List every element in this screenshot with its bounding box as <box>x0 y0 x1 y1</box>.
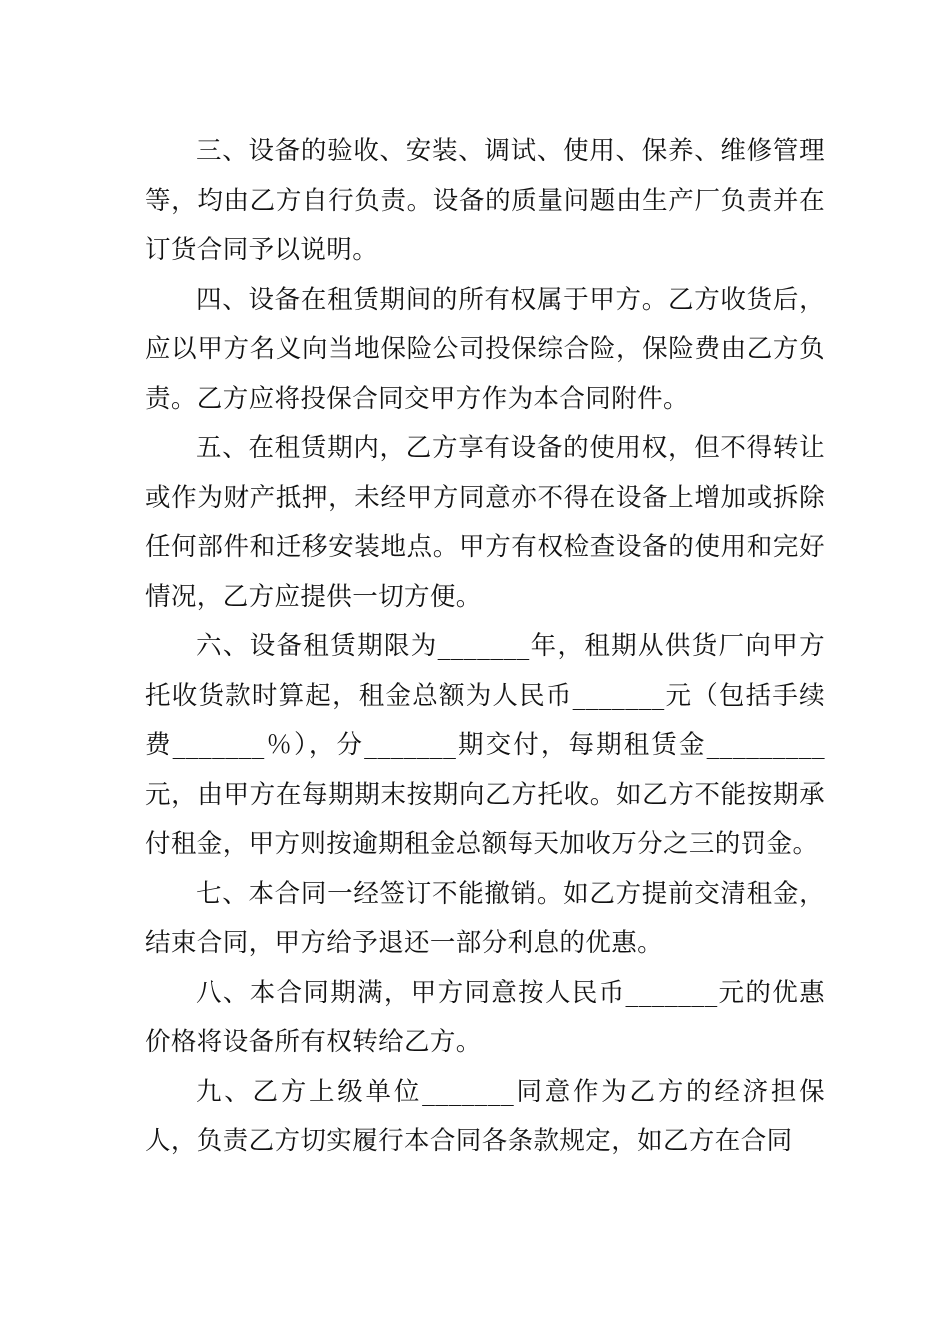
clause-five-paragraph: 五、在租赁期内，乙方享有设备的使用权，但不得转让或作为财产抵押，未经甲方同意亦不得在设备上增加或拆除任何部件和迁移安装地点。甲方有权检查设备的使用和完好情况，乙方应提供一切方便。 <box>145 433 825 612</box>
clause-four-paragraph: 四、设备在租赁期间的所有权属于甲方。乙方收货后，应以甲方名义向当地保险公司投保综合险，保险费由乙方负责。乙方应将投保合同交甲方作为本合同附件。 <box>145 284 825 414</box>
clause-eight-paragraph: 八、本合同期满，甲方同意按人民币_______元的优惠价格将设备所有权转给乙方。 <box>145 977 825 1057</box>
document-body <box>145 127 825 1167</box>
clause-nine-paragraph: 九、乙方上级单位_______同意作为乙方的经济担保人，负责乙方切实履行本合同各条款规定，如乙方在合同 <box>145 1076 825 1156</box>
clause-six-paragraph: 六、设备租赁期限为_______年，租期从供货厂向甲方托收货款时算起，租金总额为人民币_______元（包括手续费_______％），分_______期交付，每期租赁金_________元，由甲方在每期期末按期向乙方托收。如乙方不能按期承付租金，甲方则按逾期租金总额每天加收万分之三的罚金。 <box>145 631 825 859</box>
clause-three-paragraph: 三、设备的验收、安装、调试、使用、保养、维修管理等，均由乙方自行负责。设备的质量问题由生产厂负责并在订货合同予以说明。 <box>145 136 825 265</box>
clause-seven-paragraph: 七、本合同一经签订不能撤销。如乙方提前交清租金，结束合同，甲方给予退还一部分利息的优惠。 <box>145 878 825 958</box>
